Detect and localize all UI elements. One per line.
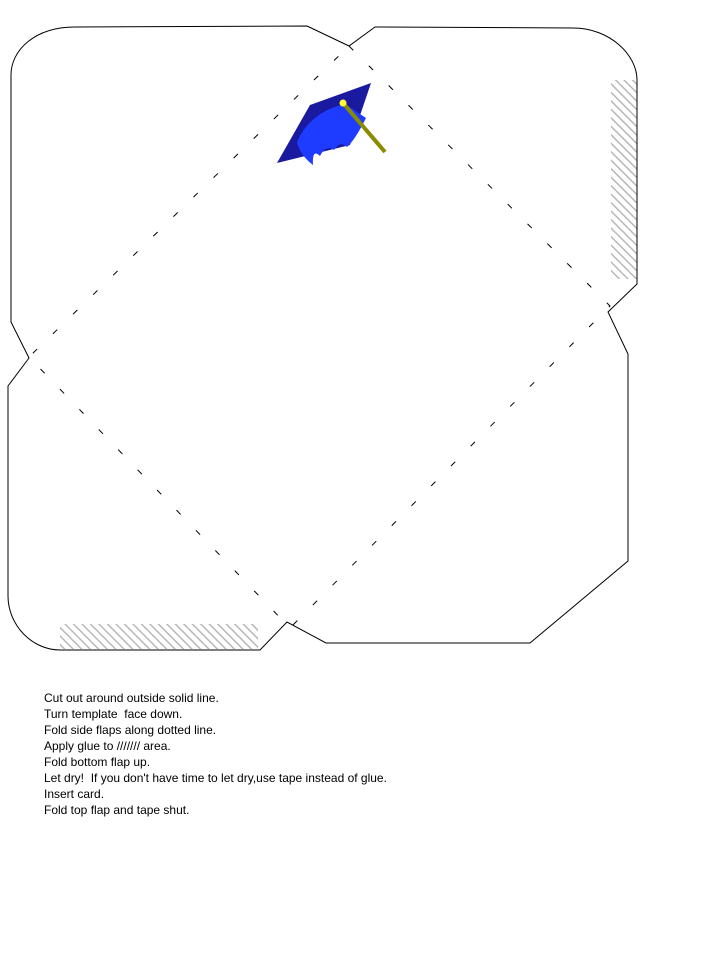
- glue-area-right: [611, 80, 637, 279]
- instructions-list: [44, 690, 387, 818]
- instruction-step: Cut out around outside solid line.: [44, 691, 219, 705]
- instruction-step: Let dry! If you don't have time to let dry,use tape instead of glue.: [44, 771, 387, 785]
- instruction-step: Fold side flaps along dotted line.: [44, 723, 217, 737]
- graduation-cap-icon: [277, 83, 385, 165]
- instruction-step: Fold bottom flap up.: [44, 755, 151, 769]
- instruction-step: Turn template face down.: [44, 707, 183, 721]
- glue-area-bottom: [60, 624, 258, 649]
- instruction-step: Fold top flap and tape shut.: [44, 803, 190, 817]
- instruction-step: Insert card.: [44, 787, 105, 801]
- instruction-step: Apply glue to /////// area.: [44, 739, 171, 753]
